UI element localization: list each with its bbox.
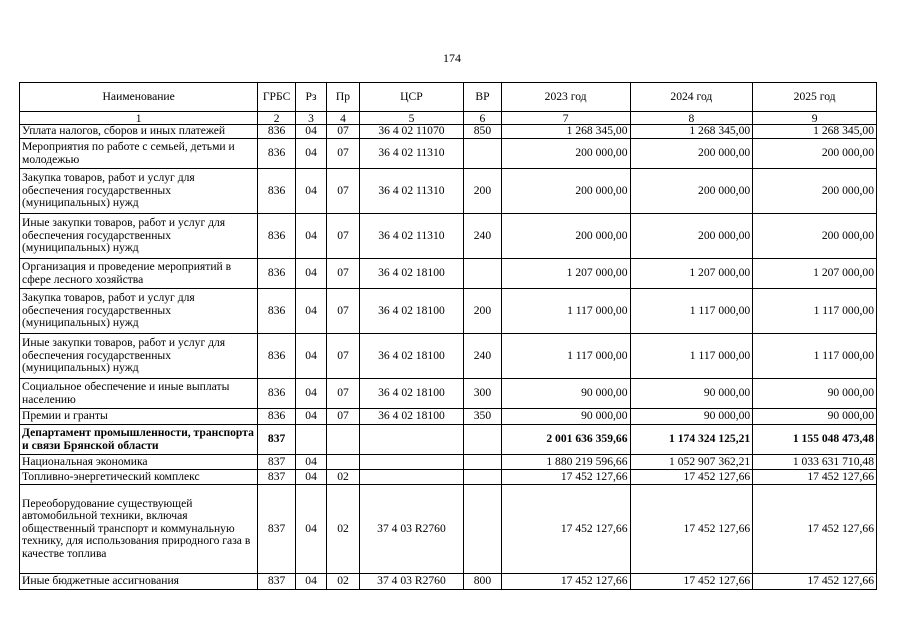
column-number: 3 [295,112,326,125]
row-csr: 37 4 03 R2760 [359,574,463,590]
table-row [20,470,877,485]
row-amount-2024: 200 000,00 [630,214,753,259]
row-vr [464,139,502,169]
row-pr: 07 [327,139,359,169]
row-vr: 850 [464,125,502,139]
row-amount-2023: 1 207 000,00 [501,259,630,289]
row-csr: 36 4 02 11310 [359,169,463,214]
row-name: Национальная экономика [20,455,258,470]
header-2024: 2024 год [630,83,753,112]
row-amount-2025: 200 000,00 [753,214,877,259]
row-amount-2025: 17 452 127,66 [753,485,877,574]
row-vr: 200 [464,289,502,334]
row-name: Организация и проведение мероприятий в сфере лесного хозяйства [20,259,258,289]
row-amount-2024: 17 452 127,66 [630,485,753,574]
row-amount-2025: 17 452 127,66 [753,470,877,485]
row-csr: 36 4 02 11310 [359,139,463,169]
row-pr: 02 [327,485,359,574]
row-amount-2023: 200 000,00 [501,214,630,259]
row-amount-2023: 2 001 636 359,66 [501,425,630,455]
row-amount-2025: 1 268 345,00 [753,125,877,139]
row-rz: 04 [295,139,326,169]
column-number: 8 [630,112,753,125]
row-amount-2024: 17 452 127,66 [630,470,753,485]
row-name: Премии и гранты [20,409,258,425]
table-row [20,425,877,455]
row-grbs: 836 [258,334,296,379]
page-number: 174 [443,51,461,65]
row-name: Иные закупки товаров, работ и услуг для обеспечения государственных (муниципальных) нужд [20,334,258,379]
row-amount-2025: 90 000,00 [753,379,877,409]
row-amount-2024: 1 268 345,00 [630,125,753,139]
row-amount-2023: 17 452 127,66 [501,485,630,574]
row-amount-2023: 1 117 000,00 [501,334,630,379]
row-amount-2025: 17 452 127,66 [753,574,877,590]
row-grbs: 836 [258,409,296,425]
row-pr: 07 [327,169,359,214]
row-vr: 200 [464,169,502,214]
row-grbs: 836 [258,379,296,409]
column-number: 7 [501,112,630,125]
row-csr [359,470,463,485]
column-number: 1 [20,112,258,125]
table-row [20,455,877,470]
row-name: Иные закупки товаров, работ и услуг для обеспечения государственных (муниципальных) нужд [20,214,258,259]
row-grbs: 836 [258,289,296,334]
row-vr [464,485,502,574]
table-row [20,485,877,574]
row-grbs: 837 [258,425,296,455]
row-amount-2025: 1 117 000,00 [753,289,877,334]
table-row [20,169,877,214]
row-amount-2025: 1 117 000,00 [753,334,877,379]
row-amount-2023: 1 117 000,00 [501,289,630,334]
row-csr: 36 4 02 18100 [359,289,463,334]
row-pr [327,455,359,470]
row-pr: 07 [327,259,359,289]
row-pr: 07 [327,214,359,259]
table-row [20,574,877,590]
row-grbs: 836 [258,125,296,139]
row-rz: 04 [295,334,326,379]
row-amount-2024: 1 117 000,00 [630,289,753,334]
row-name: Иные бюджетные ассигнования [20,574,258,590]
row-vr [464,259,502,289]
row-pr [327,425,359,455]
column-number: 6 [464,112,502,125]
row-amount-2024: 1 174 324 125,21 [630,425,753,455]
row-rz: 04 [295,485,326,574]
header-2025: 2025 год [753,83,877,112]
budget-table [19,82,877,590]
row-name: Закупка товаров, работ и услуг для обеспечения государственных (муниципальных) нужд [20,289,258,334]
column-number: 5 [359,112,463,125]
column-number: 9 [753,112,877,125]
row-rz: 04 [295,379,326,409]
row-csr: 36 4 02 11070 [359,125,463,139]
row-amount-2023: 90 000,00 [501,379,630,409]
row-amount-2023: 90 000,00 [501,409,630,425]
table-row [20,289,877,334]
row-vr [464,455,502,470]
row-grbs: 836 [258,169,296,214]
row-csr: 36 4 02 18100 [359,379,463,409]
row-name: Социальное обеспечение и иные выплаты населению [20,379,258,409]
table-row [20,409,877,425]
row-rz: 04 [295,574,326,590]
row-amount-2024: 1 207 000,00 [630,259,753,289]
row-rz: 04 [295,470,326,485]
column-number: 4 [327,112,359,125]
header-csr: ЦСР [359,83,463,112]
row-rz: 04 [295,169,326,214]
row-pr: 07 [327,289,359,334]
row-pr: 07 [327,125,359,139]
row-amount-2023: 200 000,00 [501,139,630,169]
row-rz: 04 [295,409,326,425]
row-pr: 07 [327,379,359,409]
row-csr [359,425,463,455]
row-rz: 04 [295,455,326,470]
column-number: 2 [258,112,296,125]
row-amount-2024: 200 000,00 [630,169,753,214]
table-row [20,379,877,409]
row-amount-2023: 200 000,00 [501,169,630,214]
row-amount-2023: 1 268 345,00 [501,125,630,139]
row-amount-2024: 1 117 000,00 [630,334,753,379]
header-2023: 2023 год [501,83,630,112]
row-amount-2024: 90 000,00 [630,409,753,425]
row-name: Уплата налогов, сборов и иных платежей [20,125,258,139]
row-vr [464,425,502,455]
row-amount-2025: 1 155 048 473,48 [753,425,877,455]
table-body [20,125,877,590]
table-row [20,334,877,379]
row-pr: 07 [327,409,359,425]
row-csr [359,455,463,470]
header-vr: ВР [464,83,502,112]
row-csr: 37 4 03 R2760 [359,485,463,574]
table-row [20,214,877,259]
row-amount-2024: 90 000,00 [630,379,753,409]
row-amount-2024: 200 000,00 [630,139,753,169]
table-row [20,259,877,289]
row-vr: 240 [464,334,502,379]
row-pr: 02 [327,470,359,485]
row-name: Топливно-энергетический комплекс [20,470,258,485]
row-amount-2024: 1 052 907 362,21 [630,455,753,470]
row-vr: 350 [464,409,502,425]
row-rz: 04 [295,214,326,259]
row-rz: 04 [295,289,326,334]
row-amount-2025: 1 033 631 710,48 [753,455,877,470]
row-amount-2025: 1 207 000,00 [753,259,877,289]
row-name: Переоборудование существующей автомобильной техники, включая общественный транспорт и коммунальную технику, для использования природного газа в качестве топлива [20,485,258,574]
row-grbs: 837 [258,455,296,470]
row-csr: 36 4 02 18100 [359,334,463,379]
header-row [20,83,877,112]
row-amount-2024: 17 452 127,66 [630,574,753,590]
row-amount-2023: 1 880 219 596,66 [501,455,630,470]
row-name: Закупка товаров, работ и услуг для обеспечения государственных (муниципальных) нужд [20,169,258,214]
row-amount-2025: 200 000,00 [753,169,877,214]
row-amount-2023: 17 452 127,66 [501,574,630,590]
row-pr: 07 [327,334,359,379]
row-pr: 02 [327,574,359,590]
row-rz: 04 [295,125,326,139]
row-csr: 36 4 02 18100 [359,409,463,425]
row-csr: 36 4 02 11310 [359,214,463,259]
table-row [20,125,877,139]
header-grbs: ГРБС [258,83,296,112]
row-grbs: 837 [258,574,296,590]
row-amount-2023: 17 452 127,66 [501,470,630,485]
row-grbs: 836 [258,139,296,169]
row-vr: 240 [464,214,502,259]
row-grbs: 836 [258,214,296,259]
row-amount-2025: 200 000,00 [753,139,877,169]
header-pr: Пр [327,83,359,112]
row-name: Мероприятия по работе с семьей, детьми и молодежью [20,139,258,169]
row-grbs: 836 [258,259,296,289]
row-name: Департамент промышленности, транспорта и связи Брянской области [20,425,258,455]
row-rz [295,425,326,455]
header-name: Наименование [20,83,258,112]
row-vr: 800 [464,574,502,590]
row-vr: 300 [464,379,502,409]
column-number-row [20,112,877,125]
header-rz: Рз [295,83,326,112]
row-grbs: 837 [258,470,296,485]
row-vr [464,470,502,485]
row-amount-2025: 90 000,00 [753,409,877,425]
row-csr: 36 4 02 18100 [359,259,463,289]
row-grbs: 837 [258,485,296,574]
table-row [20,139,877,169]
row-rz: 04 [295,259,326,289]
